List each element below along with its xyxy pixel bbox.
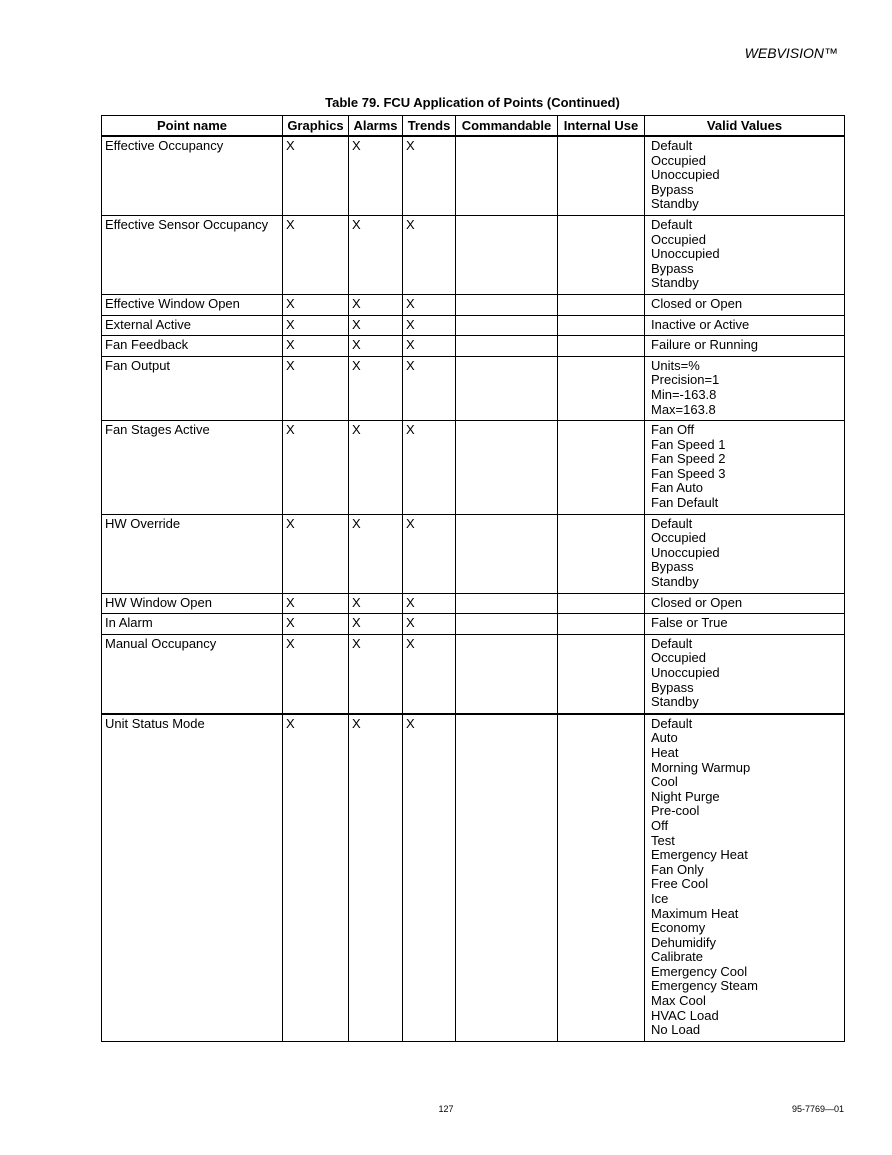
column-header-point-name: Point name <box>102 116 283 137</box>
graphics-cell: X <box>283 356 349 420</box>
graphics-cell: X <box>283 294 349 315</box>
table-row <box>102 421 845 515</box>
graphics-cell: X <box>283 336 349 357</box>
internal-use-cell <box>558 714 645 1042</box>
valid-value: Default <box>651 138 693 153</box>
valid-values-cell <box>645 294 845 315</box>
trends-cell: X <box>403 614 456 635</box>
valid-value: Max=163.8 <box>651 401 716 417</box>
alarms-cell: X <box>349 614 403 635</box>
trends-cell: X <box>403 315 456 336</box>
valid-values-cell <box>645 593 845 614</box>
column-header-valid-values: Valid Values <box>645 116 845 137</box>
trends-cell: X <box>403 714 456 1042</box>
valid-value: Calibrate <box>651 949 704 965</box>
table-row <box>102 614 845 635</box>
internal-use-cell <box>558 514 645 593</box>
graphics-cell: X <box>283 215 349 294</box>
trends-cell: X <box>403 421 456 515</box>
graphics-cell: X <box>283 593 349 614</box>
valid-values-cell <box>645 634 845 713</box>
table-row <box>102 514 845 593</box>
valid-value: Fan Speed 3 <box>651 465 726 481</box>
table-body <box>102 136 845 1041</box>
valid-values-cell <box>645 421 845 515</box>
table-row <box>102 136 845 215</box>
valid-value: Bypass <box>651 679 694 695</box>
valid-value: Emergency Steam <box>651 978 758 994</box>
valid-values-cell <box>645 614 845 635</box>
valid-value: Bypass <box>651 181 694 197</box>
valid-value: Fan Off <box>651 422 695 438</box>
trends-cell: X <box>403 593 456 614</box>
point-name-cell: Effective Sensor Occupancy <box>102 215 283 294</box>
table-row <box>102 336 845 357</box>
point-name-cell: HW Window Open <box>102 593 283 614</box>
valid-value: Dehumidify <box>651 934 717 950</box>
graphics-cell: X <box>283 315 349 336</box>
commandable-cell <box>456 336 558 357</box>
point-name-cell: Unit Status Mode <box>102 714 283 1042</box>
table-row <box>102 294 845 315</box>
column-header-alarms: Alarms <box>349 116 403 137</box>
valid-values-cell <box>645 315 845 336</box>
internal-use-cell <box>558 315 645 336</box>
internal-use-cell <box>558 215 645 294</box>
table-row <box>102 356 845 420</box>
alarms-cell: X <box>349 315 403 336</box>
valid-value: Cool <box>651 774 678 790</box>
valid-value: Standby <box>651 694 699 710</box>
valid-value: Maximum Heat <box>651 905 739 921</box>
alarms-cell: X <box>349 356 403 420</box>
valid-value: Ice <box>651 890 669 906</box>
valid-value: Max Cool <box>651 993 706 1009</box>
point-name-cell: Manual Occupancy <box>102 634 283 713</box>
valid-value: Bypass <box>651 260 694 276</box>
valid-value: Emergency Cool <box>651 963 748 979</box>
points-table <box>101 115 845 1042</box>
valid-values-cell <box>645 356 845 420</box>
trends-cell: X <box>403 356 456 420</box>
valid-value: Default <box>651 715 693 731</box>
column-header-commandable: Commandable <box>456 116 558 137</box>
internal-use-cell <box>558 136 645 215</box>
table-row <box>102 714 845 1042</box>
trends-cell: X <box>403 336 456 357</box>
graphics-cell: X <box>283 136 349 215</box>
internal-use-cell <box>558 421 645 515</box>
internal-use-cell <box>558 294 645 315</box>
internal-use-cell <box>558 634 645 713</box>
valid-value: Standby <box>651 196 699 212</box>
trends-cell: X <box>403 136 456 215</box>
alarms-cell: X <box>349 593 403 614</box>
valid-value: Auto <box>651 730 678 746</box>
graphics-cell: X <box>283 634 349 713</box>
alarms-cell: X <box>349 336 403 357</box>
valid-value: Unoccupied <box>651 544 720 560</box>
valid-value: Default <box>651 635 693 651</box>
header-row <box>102 116 845 137</box>
commandable-cell <box>456 315 558 336</box>
valid-value: Economy <box>651 920 706 936</box>
commandable-cell <box>456 614 558 635</box>
valid-value: Fan Default <box>651 495 719 511</box>
commandable-cell <box>456 136 558 215</box>
valid-value: Off <box>651 817 669 833</box>
valid-value: Fan Speed 2 <box>651 451 726 467</box>
alarms-cell: X <box>349 215 403 294</box>
internal-use-cell <box>558 614 645 635</box>
trends-cell: X <box>403 634 456 713</box>
valid-value: Default <box>651 216 693 232</box>
valid-value: Bypass <box>651 559 694 575</box>
valid-value: No Load <box>651 1022 701 1038</box>
internal-use-cell <box>558 356 645 420</box>
valid-value: Precision=1 <box>651 372 720 388</box>
alarms-cell: X <box>349 136 403 215</box>
valid-value: False or True <box>651 615 728 631</box>
alarms-cell: X <box>349 714 403 1042</box>
point-name-cell: Effective Window Open <box>102 294 283 315</box>
graphics-cell: X <box>283 421 349 515</box>
valid-value: Occupied <box>651 152 706 168</box>
commandable-cell <box>456 356 558 420</box>
alarms-cell: X <box>349 634 403 713</box>
valid-value: Fan Speed 1 <box>651 436 726 452</box>
point-name-cell: Fan Stages Active <box>102 421 283 515</box>
valid-value: Occupied <box>651 650 706 666</box>
valid-value: Closed or Open <box>651 594 743 610</box>
trends-cell: X <box>403 215 456 294</box>
valid-value: Heat <box>651 744 679 760</box>
graphics-cell: X <box>283 514 349 593</box>
alarms-cell: X <box>349 421 403 515</box>
valid-value: Standby <box>651 275 699 291</box>
alarms-cell: X <box>349 294 403 315</box>
valid-value: Unoccupied <box>651 167 720 183</box>
table-row <box>102 315 845 336</box>
internal-use-cell <box>558 593 645 614</box>
valid-value: Free Cool <box>651 876 709 892</box>
page-number: 127 <box>438 1104 454 1114</box>
valid-value: Occupied <box>651 231 706 247</box>
valid-value: Failure or Running <box>651 337 758 353</box>
point-name-cell: Fan Feedback <box>102 336 283 357</box>
table-row <box>102 593 845 614</box>
header-brand: WEBVISION™ <box>744 45 838 61</box>
alarms-cell: X <box>349 514 403 593</box>
valid-value: Emergency Heat <box>651 847 748 863</box>
point-name-cell: HW Override <box>102 514 283 593</box>
valid-value: Occupied <box>651 530 706 546</box>
valid-value: Inactive or Active <box>651 316 750 332</box>
valid-value: Pre-cool <box>651 803 700 819</box>
valid-value: Closed or Open <box>651 295 743 311</box>
graphics-cell: X <box>283 614 349 635</box>
table-caption: Table 79. FCU Application of Points (Continued) <box>325 95 620 110</box>
commandable-cell <box>456 421 558 515</box>
valid-value: Test <box>651 832 675 848</box>
column-header-trends: Trends <box>403 116 456 137</box>
trends-cell: X <box>403 514 456 593</box>
doc-number: 95-7769—01 <box>791 1104 844 1114</box>
valid-value: Night Purge <box>651 788 720 804</box>
valid-values-cell <box>645 215 845 294</box>
valid-values-cell <box>645 336 845 357</box>
internal-use-cell <box>558 336 645 357</box>
point-name-cell: Effective Occupancy <box>102 136 283 215</box>
commandable-cell <box>456 634 558 713</box>
graphics-cell: X <box>283 714 349 1042</box>
trends-cell: X <box>403 294 456 315</box>
valid-value: Morning Warmup <box>651 759 751 775</box>
table-row <box>102 634 845 713</box>
commandable-cell <box>456 514 558 593</box>
commandable-cell <box>456 714 558 1042</box>
valid-values-cell <box>645 714 845 1042</box>
column-header-graphics: Graphics <box>283 116 349 137</box>
valid-values-cell <box>645 136 845 215</box>
valid-value: Default <box>651 515 693 531</box>
valid-value: Fan Auto <box>651 480 704 496</box>
valid-value: Unoccupied <box>651 665 720 680</box>
valid-value: Units=% <box>651 357 700 373</box>
valid-values-cell <box>645 514 845 593</box>
valid-value: Standby <box>651 574 699 590</box>
valid-value: Unoccupied <box>651 246 720 262</box>
commandable-cell <box>456 593 558 614</box>
valid-value: Min=-163.8 <box>651 386 717 402</box>
commandable-cell <box>456 215 558 294</box>
point-name-cell: In Alarm <box>102 614 283 635</box>
point-name-cell: External Active <box>102 315 283 336</box>
point-name-cell: Fan Output <box>102 356 283 420</box>
valid-value: HVAC Load <box>651 1007 719 1023</box>
table-row <box>102 215 845 294</box>
column-header-internal-use: Internal Use <box>558 116 645 137</box>
commandable-cell <box>456 294 558 315</box>
valid-value: Fan Only <box>651 861 704 877</box>
